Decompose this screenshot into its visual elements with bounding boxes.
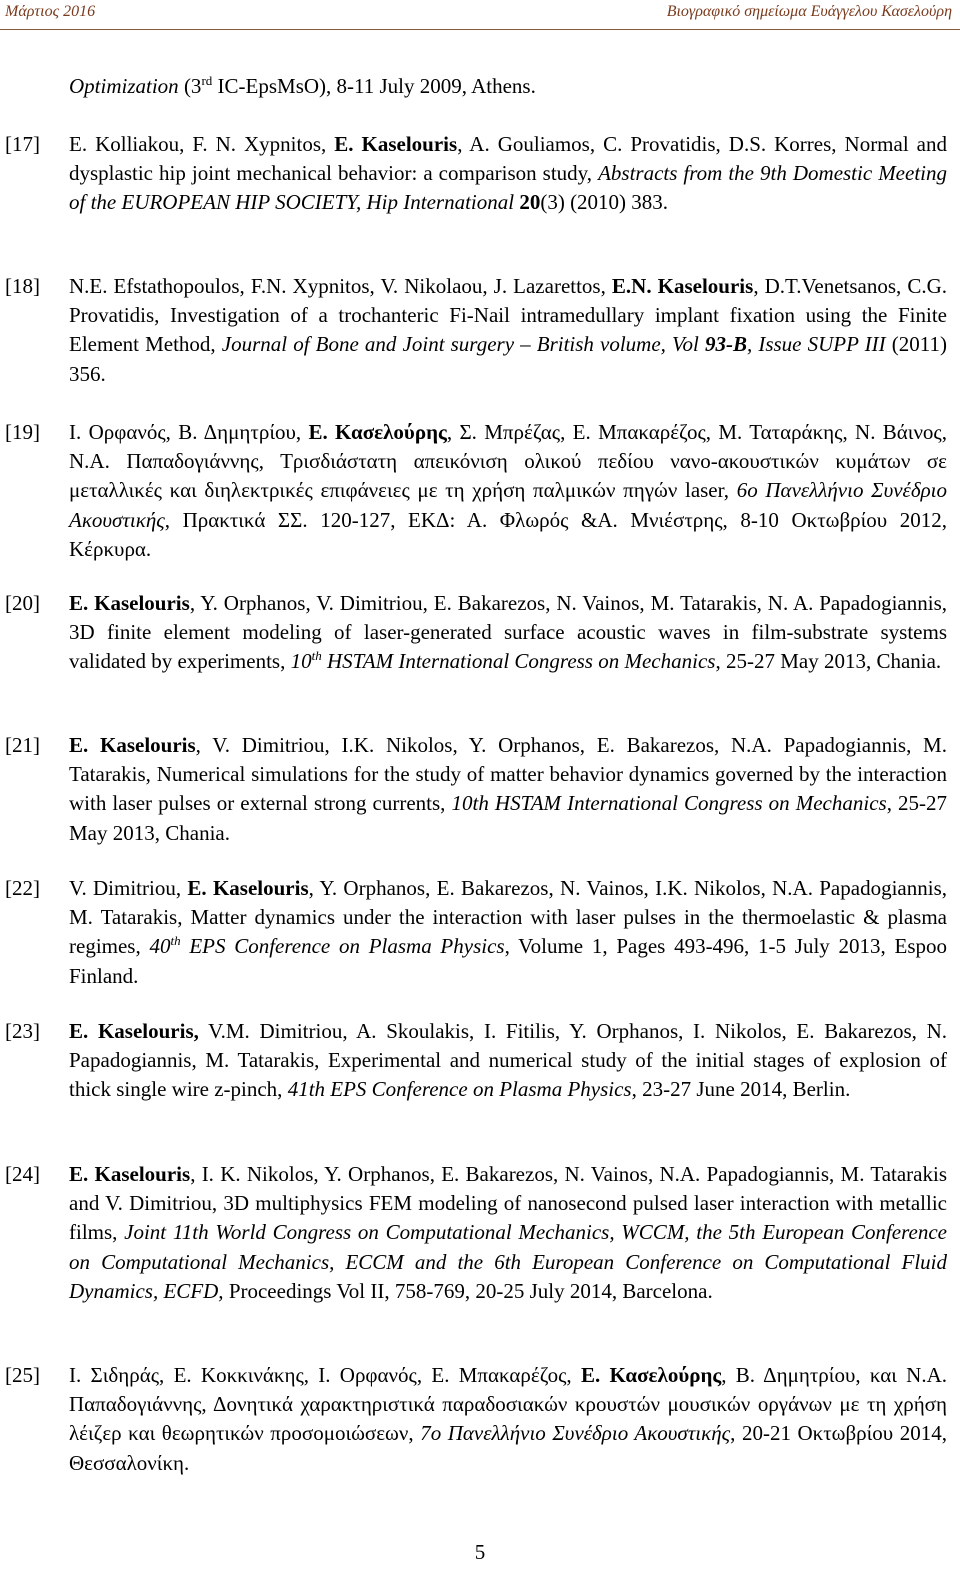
reference-entry-17	[5, 130, 947, 218]
reference-volume: 93-B	[704, 332, 747, 357]
reference-number: [23]	[5, 1019, 40, 1043]
reference-body	[69, 272, 947, 389]
reference-entry-23	[5, 1017, 947, 1105]
reference-text: , A. Gouliamos, C. Provatidis, D.S. Korres, Normal and dysplastic hip joint mechanical behavior: a comparison study,	[69, 132, 947, 186]
reference-venue: Journal of Bone and Joint surgery – British volume, Vol	[221, 332, 705, 357]
reference-venue-issue: , Issue SUPP III	[746, 332, 886, 357]
reference-author-highlight: Ε. Κασελούρης	[580, 1363, 722, 1387]
reference-venue: Joint 11th World Congress on Computational Mechanics, WCCM, the 5th European Conference on Computational Mechanics, ECCM and the 6th European Conference on Computational Fluid Dynamics, ECFD,	[69, 1220, 947, 1303]
reference-venue-rest: HSTAM International Congress on Mechanics	[321, 649, 716, 674]
reference-author-highlight: E. Kaselouris	[187, 876, 309, 900]
continued-reference-fragment	[69, 72, 947, 101]
fragment-venue: Optimization	[69, 74, 179, 98]
reference-venue: 41th EPS Conference on Plasma Physics	[287, 1077, 632, 1102]
reference-number: [17]	[5, 132, 40, 156]
reference-superscript: th	[170, 933, 181, 949]
reference-body	[69, 589, 947, 677]
reference-venue: 40	[149, 934, 171, 959]
reference-author-highlight: E. Kaselouris	[69, 591, 190, 615]
reference-entry-22	[5, 874, 947, 991]
reference-entry-25	[5, 1361, 947, 1478]
reference-body	[69, 1017, 947, 1105]
fragment-superscript: rd	[201, 73, 213, 88]
reference-author-highlight: E. Kaselouris	[69, 1162, 191, 1186]
reference-body	[69, 1160, 947, 1306]
reference-text: (3) (2010) 383.	[540, 190, 669, 215]
fragment-text: (3	[178, 74, 202, 98]
reference-text: (2011) 356.	[69, 332, 947, 386]
header-rule	[0, 29, 960, 30]
reference-entry-21	[5, 731, 947, 848]
reference-number: [19]	[5, 420, 40, 444]
reference-text: , Y. Orphanos, E. Bakarezos, N. Vainos, I.K. Nikolos, N.A. Papadogiannis, M. Tatarakis, Matter dynamics under the interaction with laser pulses in the thermoelastic & plasma regimes,	[69, 876, 947, 959]
reference-volume: 20	[519, 190, 541, 215]
reference-number: [20]	[5, 591, 40, 615]
reference-entry-18	[5, 272, 947, 389]
reference-venue: 7ο Πανελλήνιο Συνέδριο Ακουστικής	[420, 1421, 731, 1446]
reference-entry-19	[5, 418, 947, 564]
reference-author-highlight: E. Kaselouris	[69, 733, 196, 757]
reference-text: , I. K. Nikolos, Y. Orphanos, E. Bakarezos, N. Vainos, N.A. Papadogiannis, M. Tatarakis and V. Dimitriou, 3D multiphysics FEM modeling of nanosecond pulsed laser interaction with metallic films,	[69, 1162, 947, 1245]
reference-text: , V. Dimitriou, I.K. Nikolos, Y. Orphanos, E. Bakarezos, N.A. Papadogiannis, M. Tatarakis, Numerical simulations for the study of matter behavior dynamics governed by the interaction with laser pulses or external strong currents,	[69, 733, 947, 816]
reference-entry-24	[5, 1160, 947, 1306]
reference-authors: Ι. Σιδηράς, Ε. Κοκκινάκης, Ι. Ορφανός, Ε. Μπακαρέζος,	[69, 1363, 581, 1387]
reference-text: V.M. Dimitriou, A. Skoulakis, I. Fitilis, Y. Orphanos, I. Nikolos, E. Bakarezos, N. Papadogiannis, M. Tatarakis, Experimental and numerical study of the initial stages of explosion of thick single wire z-pinch,	[69, 1019, 947, 1102]
reference-venue: 10th HSTAM International Congress on Mechanics	[451, 791, 887, 816]
reference-author-highlight: Ε. Κασελούρης	[308, 420, 447, 444]
reference-author-highlight: E. Kaselouris	[334, 132, 458, 156]
reference-text: , Volume 1, Pages 493-496, 1-5 July 2013, Espoo Finland.	[69, 934, 947, 988]
reference-body	[69, 874, 947, 991]
page-header-date: Μάρτιος 2016	[5, 3, 96, 20]
reference-number: [21]	[5, 733, 40, 757]
reference-body	[69, 130, 947, 218]
reference-venue-rest: EPS Conference on Plasma Physics	[180, 934, 505, 959]
page-number: 5	[474, 1540, 486, 1564]
reference-author-highlight: E.N. Kaselouris	[611, 274, 754, 298]
reference-text: , Β. Δημητρίου, και Ν.Α. Παπαδογιάννης, Δονητικά χαρακτηριστικά παραδοσιακών κρουστών μουσικών οργάνων με τη χρήση λέιζερ και θεωρητικών προσομοιώσεων,	[69, 1363, 947, 1446]
reference-text: , 23-27 June 2014, Berlin.	[631, 1077, 851, 1102]
reference-text: Proceedings Vol II, 758-769, 20-25 July 2014, Barcelona.	[223, 1278, 713, 1303]
reference-text: , Y. Orphanos, V. Dimitriou, E. Bakarezos, N. Vainos, M. Tatarakis, N. A. Papadogiannis, 3D finite element modeling of laser-generated surface acoustic waves in film-substrate systems validated by experiments,	[69, 591, 947, 674]
reference-authors: Ι. Ορφανός, Β. Δημητρίου,	[69, 420, 309, 444]
reference-body	[69, 1361, 947, 1478]
reference-venue: Abstracts from the 9th Domestic Meeting of the EUROPEAN HIP SOCIETY, Hip International	[69, 161, 947, 215]
reference-number: [22]	[5, 876, 40, 900]
reference-number: [18]	[5, 274, 40, 298]
reference-body	[69, 418, 947, 564]
fragment-text-rest: IC-EpsMsO), 8-11 July 2009, Athens.	[212, 74, 536, 98]
reference-text: , D.T.Venetsanos, C.G. Provatidis, Investigation of a trochanteric Fi-Nail intramedullary implant fixation using the Finite Element Method,	[69, 274, 947, 357]
reference-number: [25]	[5, 1363, 40, 1387]
reference-authors: V. Dimitriou,	[69, 876, 188, 900]
reference-text: , Πρακτικά ΣΣ. 120-127, ΕΚΔ: Α. Φλωρός &Α. Μνιέστρης, 8-10 Οκτωβρίου 2012, Κέρκυρα.	[69, 507, 947, 561]
reference-text: , 25-27 May 2013, Chania.	[69, 791, 948, 845]
reference-text: , Σ. Μπρέζας, Ε. Μπακαρέζος, Μ. Ταταράκης, Ν. Βάινος, Ν.Α. Παπαδογιάννης, Τρισδιάστατη απεικόνιση ολικού πεδίου νανο-ακουστικών κυμάτων σε μεταλλικές και διηλεκτρικές επιφάνειες με τη χρήση παλμικών πηγών laser,	[69, 420, 948, 503]
reference-superscript: th	[311, 648, 322, 664]
page-header-title: Βιογραφικό σημείωμα Ευάγγελου Κασελούρη	[666, 3, 952, 20]
reference-entry-20	[5, 589, 947, 677]
reference-body	[69, 731, 947, 848]
reference-venue: 6ο Πανελλήνιο Συνέδριο Ακουστικής	[69, 478, 948, 532]
reference-text: , 25-27 May 2013, Chania.	[715, 649, 942, 674]
reference-author-highlight: E. Kaselouris,	[69, 1019, 199, 1043]
reference-authors: E. Kolliakou, F. N. Xypnitos,	[69, 132, 335, 156]
reference-venue: 10	[290, 649, 312, 674]
reference-authors: N.E. Efstathopoulos, F.N. Xypnitos, V. Nikolaou, J. Lazarettos,	[69, 274, 612, 298]
reference-number: [24]	[5, 1162, 40, 1186]
reference-text: , 20-21 Οκτωβρίου 2014, Θεσσαλονίκη.	[69, 1421, 948, 1475]
